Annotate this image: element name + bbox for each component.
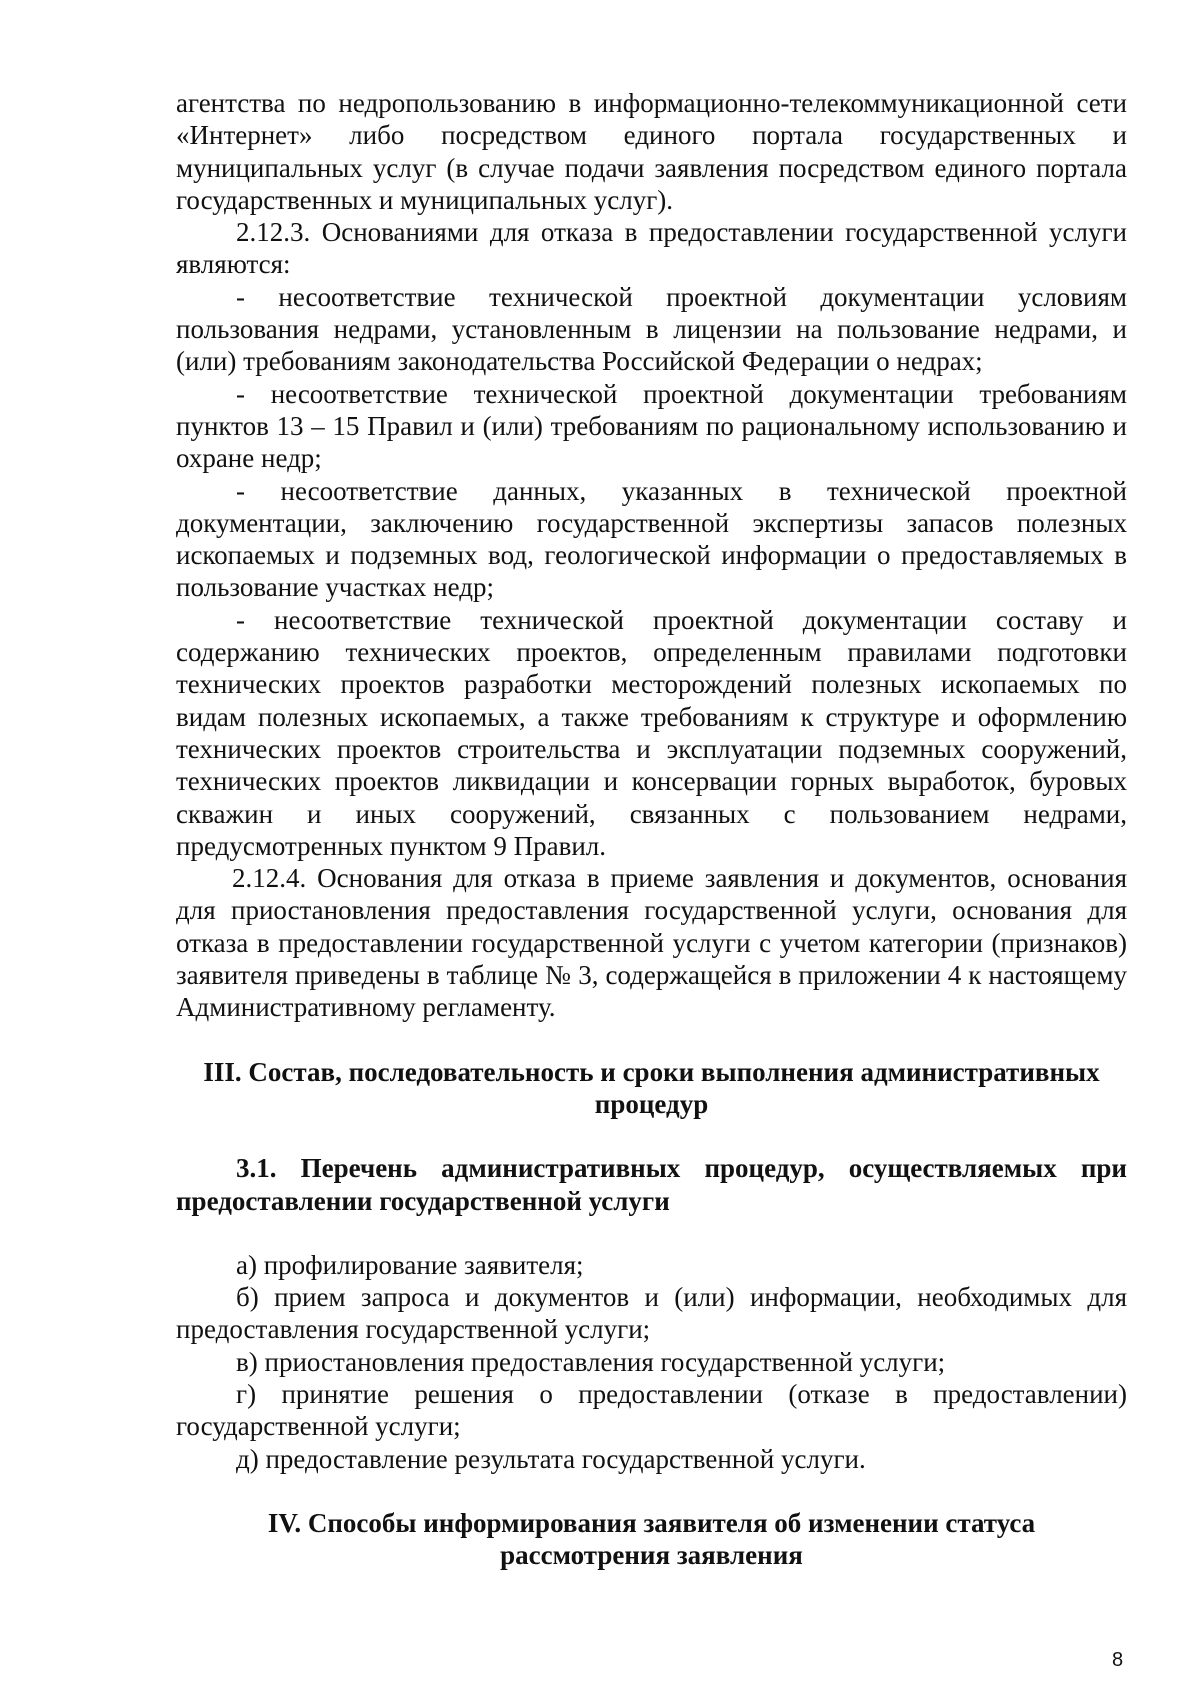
section-3-heading-line-1: III. Состав, последовательность и сроки выполнения административных [203,1056,1100,1087]
section-3-heading-line-2: процедур [594,1088,709,1119]
section-4-heading-line-2: рассмотрения заявления [500,1540,803,1571]
procedure-item-d: д) предоставление результата государственной услуги. [236,1443,866,1474]
paragraph-continuation: агентства по недропользованию в информационно-телекоммуникационной сети «Интернет» либо посредством единого портала государственных и муниципальных услуг (в случае подачи заявления посредством единого портала государственных и муниципальных услуг). [176,88,1127,215]
document-page [176,87,1127,1571]
list-item-refusal-3: - несоответствие данных, указанных в технической проектной документации, заключению государственной экспертизы запасов полезных ископаемых и подземных вод, геологической информации о предоставляемых в пользование участках недр; [176,475,1127,603]
page-number: 8 [1112,1649,1124,1671]
paragraph-2-12-3: 2.12.3. Основаниями для отказа в предоставлении государственной услуги являются: [176,217,1127,280]
procedure-item-g: г) принятие решения о предоставлении (отказе в предоставлении) государственной услуги; [176,1378,1127,1442]
section-4-heading-line-1: IV. Способы информирования заявителя об изменении статуса [267,1507,1036,1538]
list-item-refusal-2: - несоответствие технической проектной документации требованиям пунктов 13 – 15 Правил и (или) требованиям по рациональному использованию и охране недр; [176,378,1127,474]
procedure-item-a: а) профилирование заявителя; [236,1249,584,1280]
list-item-refusal-1: - несоответствие технической проектной документации условиям пользования недрами, установленным в лицензии на пользование недрами, и (или) требованиям законодательства Российской Федерации о недрах; [176,281,1127,377]
subsection-3-1-heading: 3.1. Перечень административных процедур, осуществляемых при предоставлении государственной услуги [176,1153,1127,1216]
procedure-item-b: б) прием запроса и документов и (или) информации, необходимых для предоставления государственной услуги; [176,1282,1127,1345]
paragraph-2-12-4: 2.12.4. Основания для отказа в приеме заявления и документов, основания для приостановления предоставления государственной услуги, основания для отказа в предоставлении государственной услуги с учетом категории (признаков) заявителя приведены в таблице № 3, содержащейся в приложении 4 к настоящему Административному регламенту. [176,863,1127,1023]
list-item-refusal-4: - несоответствие технической проектной документации составу и содержанию технических проектов, определенным правилами подготовки технических проектов разработки месторождений полезных ископаемых по видам полезных ископаемых, а также требованиям к структуре и оформлению технических проектов строительства и эксплуатации подземных сооружений, технических проектов ликвидации и консервации горных выработок, буровых скважин и иных сооружений, связанных с пользованием недрами, предусмотренных пунктом 9 Правил. [176,604,1127,861]
procedure-item-v: в) приостановления предоставления государственной услуги; [236,1346,946,1377]
